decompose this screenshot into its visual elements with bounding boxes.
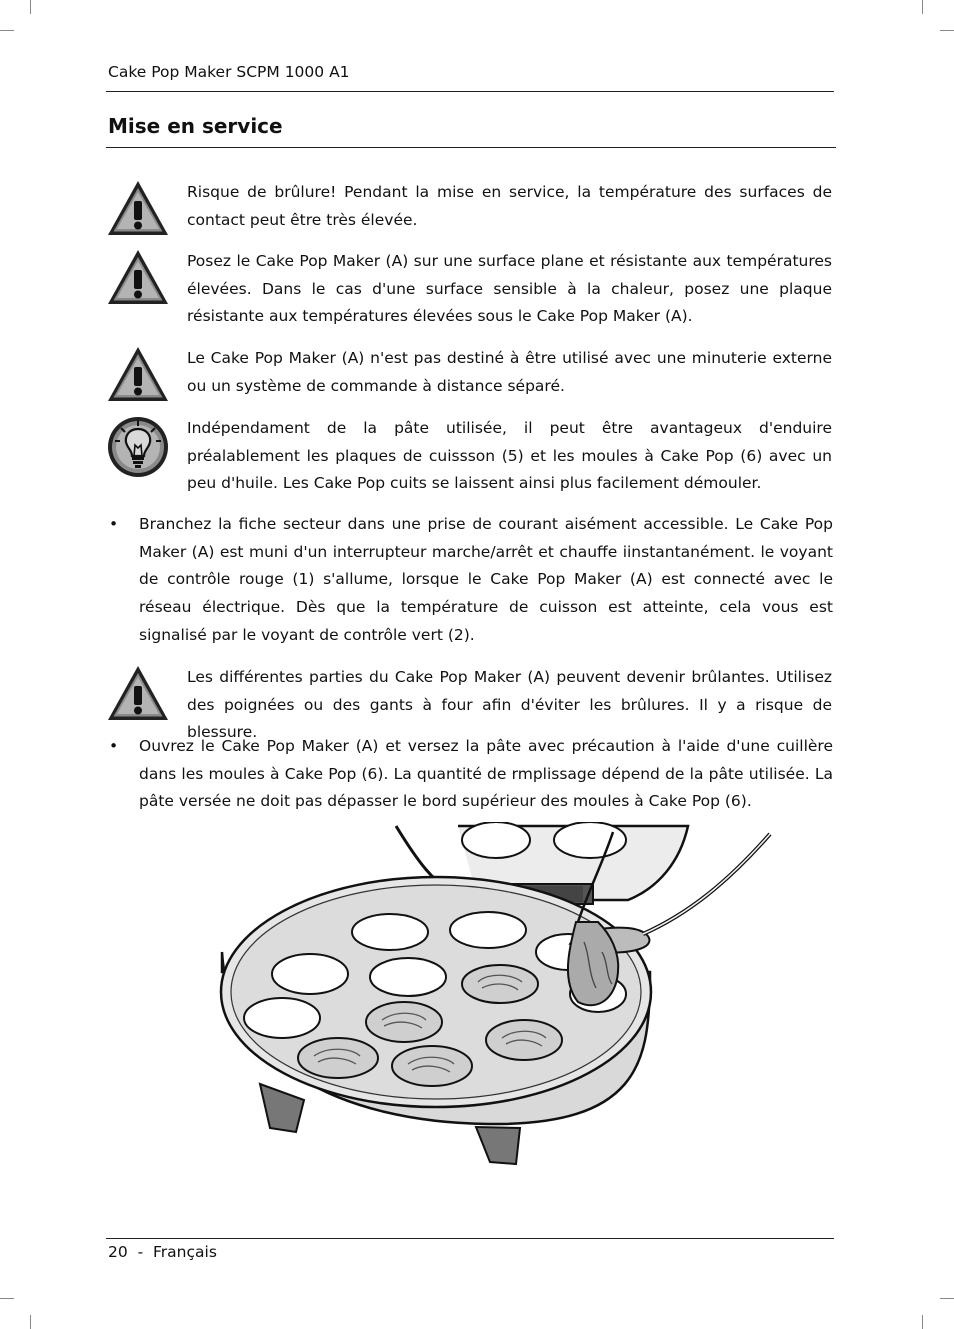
crop-mark <box>922 1315 923 1329</box>
note-text: Posez le Cake Pop Maker (A) sur une surface plane et résistante aux températures élevées. Dans le cas d'une surface sensible à la chaleur, posez une plaque résistante aux températures élevées sous le Cake Pop Maker (A). <box>187 252 832 326</box>
warning-note <box>106 248 832 331</box>
note-text: Risque de brûlure! Pendant la mise en service, la température des surfaces de contact peut être très élevée. <box>187 183 832 229</box>
warning-icon <box>106 179 170 243</box>
section-title: Mise en service <box>108 114 283 138</box>
header-rule <box>106 91 834 92</box>
crop-mark <box>0 1298 14 1299</box>
bullet-marker: • <box>109 737 119 755</box>
crop-mark <box>940 1298 954 1299</box>
note-text: Les différentes parties du Cake Pop Maker (A) peuvent devenir brûlantes. Utilisez des poignées ou des gants à four afin d'éviter les brûlures. Il y a risque de blessure. <box>187 668 832 742</box>
page-footer: 20 - Français <box>108 1243 217 1261</box>
bullet-marker: • <box>109 515 119 533</box>
section-rule <box>106 147 836 148</box>
footer-rule <box>106 1238 834 1239</box>
crop-mark <box>30 0 31 14</box>
lightbulb-tip-icon <box>106 415 170 479</box>
warning-note <box>106 179 832 234</box>
list-item <box>106 511 833 650</box>
crop-mark <box>30 1315 31 1329</box>
note-text: Indépendament de la pâte utilisée, il peut être avantageux d'enduire préalablement les plaques de cuissson (5) et les moules à Cake Pop (6) avec un peu d'huile. Les Cake Pop cuits se laissent ainsi plus facilement démouler. <box>187 419 832 493</box>
crop-mark <box>922 0 923 14</box>
tip-note <box>106 415 832 498</box>
warning-icon <box>106 248 170 312</box>
warning-icon <box>106 345 170 409</box>
cake-pop-maker-illustration <box>218 822 773 1172</box>
running-header: Cake Pop Maker SCPM 1000 A1 <box>108 63 350 81</box>
list-item-text: Branchez la fiche secteur dans une prise de courant aisément accessible. Le Cake Pop Maker (A) est muni d'un interrupteur marche/arrêt et chauffe iinstantanément. le voyant de contrôle rouge (1) s'allume, lorsque le Cake Pop Maker (A) est connecté avec le réseau électrique. Dès que la température de cuisson est atteinte, cela vous est signalisé par le voyant de contrôle vert (2). <box>139 515 833 644</box>
warning-icon <box>106 664 170 728</box>
note-text: Le Cake Pop Maker (A) n'est pas destiné à être utilisé avec une minuterie externe ou un système de commande à distance séparé. <box>187 349 832 395</box>
crop-mark <box>0 30 14 31</box>
list-item <box>106 733 833 816</box>
list-item-text: Ouvrez le Cake Pop Maker (A) et versez la pâte avec précaution à l'aide d'une cuillère dans les moules à Cake Pop (6). La quantité de rmplissage dépend de la pâte utilisée. La pâte versée ne doit pas dépasser le bord supérieur des moules à Cake Pop (6). <box>139 737 833 811</box>
crop-mark <box>940 30 954 31</box>
warning-note <box>106 345 832 400</box>
